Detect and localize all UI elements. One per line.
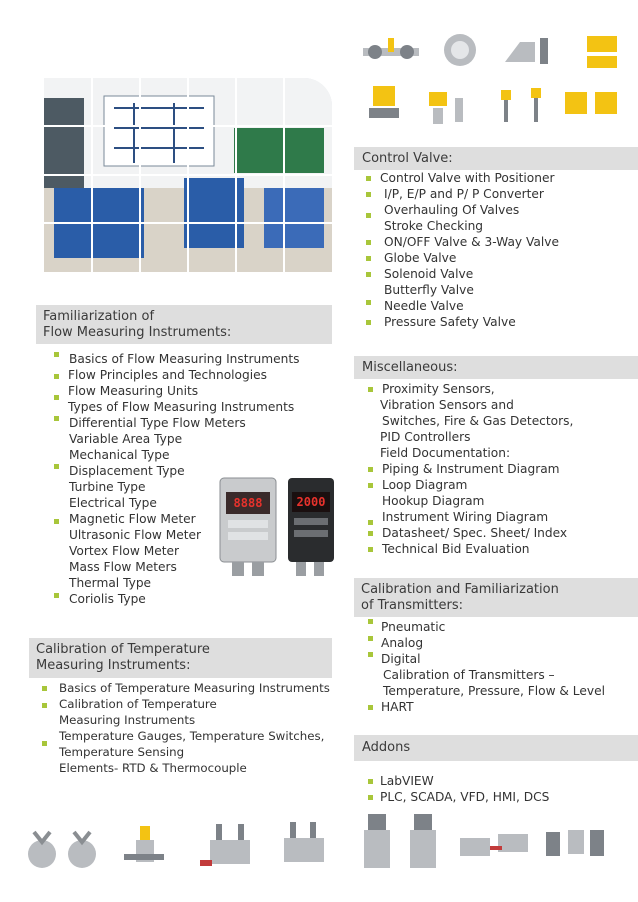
flow-header: [36, 305, 332, 344]
list-item: Turbine Type: [69, 480, 146, 494]
list-item: Overhauling Of Valves: [366, 202, 559, 218]
list-item: Electrical Type: [69, 496, 157, 510]
list-item: ON/OFF Valve & 3-Way Valve: [366, 234, 559, 250]
list-item: Mass Flow Meters: [69, 560, 177, 574]
list-item: Proximity Sensors,: [368, 381, 573, 397]
list-item: Needle Valve: [366, 298, 559, 314]
list-item: Globe Valve: [366, 250, 559, 266]
list-item: Vortex Flow Meter: [69, 544, 180, 558]
list-item: Flow Principles and Technologies: [54, 367, 300, 383]
list-item: Field Documentation:: [380, 446, 511, 460]
list-item: Piping & Instrument Diagram: [368, 461, 573, 477]
list-item: Vibration Sensors and: [380, 398, 514, 412]
display-right-readout: 2000: [296, 495, 326, 509]
list-item: Datasheet/ Spec. Sheet/ Index: [368, 525, 573, 541]
flow-title-line2: Flow Measuring Instruments:: [43, 325, 232, 340]
transmitters-title-line2: of Transmitters:: [361, 598, 463, 613]
list-item: Solenoid Valve: [366, 266, 559, 282]
list-item: PLC, SCADA, VFD, HMI, DCS: [368, 789, 549, 805]
display-left-readout: 8888: [233, 496, 263, 510]
list-item: Stroke Checking: [384, 219, 484, 233]
misc-title: Miscellaneous:: [362, 360, 458, 375]
list-item: Analog: [368, 635, 605, 651]
list-item: Temperature Gauges, Temperature Switches,: [59, 729, 325, 743]
manifold-valve-images-bottom: [20, 812, 620, 884]
list-item: Basics of Flow Measuring Instruments: [54, 351, 300, 367]
transmitters-title-line1: Calibration and Familiarization: [361, 582, 559, 597]
list-item: Loop Diagram: [368, 477, 573, 493]
misc-list: [368, 381, 573, 557]
list-item: Thermal Type: [69, 576, 152, 590]
addons-header: [354, 735, 638, 761]
list-item: Switches, Fire & Gas Detectors,: [382, 414, 574, 428]
control-valve-title: Control Valve:: [362, 151, 453, 166]
transmitters-list: [368, 619, 605, 715]
temperature-title-line2: Measuring Instruments:: [36, 658, 191, 673]
list-item: Hookup Diagram: [382, 494, 485, 508]
list-item: Magnetic Flow Meter: [54, 511, 300, 527]
control-valve-list: [366, 170, 559, 330]
list-item: Digital: [368, 651, 605, 667]
list-item: Displacement Type: [54, 463, 300, 479]
list-item: I/P, E/P and P/ P Converter: [366, 186, 559, 202]
lab-training-photo: [44, 78, 332, 272]
list-item: Types of Flow Measuring Instruments: [54, 399, 300, 415]
list-item: Ultrasonic Flow Meter: [69, 528, 202, 542]
list-item: Pneumatic: [368, 619, 605, 635]
list-item: Measuring Instruments: [59, 713, 196, 727]
flow-title-line1: Familiarization of: [43, 309, 155, 324]
list-item: Calibration of Transmitters –: [383, 668, 555, 682]
list-item: PID Controllers: [380, 430, 471, 444]
list-item: Variable Area Type: [69, 432, 183, 446]
list-item: Differential Type Flow Meters: [54, 415, 300, 431]
list-item: Temperature, Pressure, Flow & Level: [383, 684, 605, 698]
transmitters-header: [354, 578, 638, 617]
valve-product-images-top: [355, 28, 638, 136]
digital-flow-indicators: [218, 476, 338, 580]
temperature-title-line1: Calibration of Temperature: [36, 642, 210, 657]
list-item: HART: [368, 699, 605, 715]
list-item: Instrument Wiring Diagram: [368, 509, 573, 525]
list-item: Mechanical Type: [69, 448, 170, 462]
list-item: LabVIEW: [368, 773, 549, 789]
list-item: Pressure Safety Valve: [366, 314, 559, 330]
addons-list: [368, 773, 549, 805]
addons-title: Addons: [362, 740, 411, 755]
list-item: Flow Measuring Units: [68, 384, 199, 398]
list-item: Basics of Temperature Measuring Instruments: [42, 680, 330, 696]
temperature-header: [29, 638, 332, 678]
misc-header: [354, 356, 638, 379]
list-item: Coriolis Type: [54, 591, 300, 607]
list-item: Temperature Sensing: [42, 744, 330, 760]
temperature-list: [42, 680, 330, 776]
control-valve-header: [354, 147, 638, 170]
list-item: Control Valve with Positioner: [366, 170, 559, 186]
list-item: Elements- RTD & Thermocouple: [59, 761, 247, 775]
list-item: Calibration of Temperature: [42, 696, 330, 712]
list-item: Technical Bid Evaluation: [368, 541, 573, 557]
list-item: Butterfly Valve: [384, 283, 474, 297]
